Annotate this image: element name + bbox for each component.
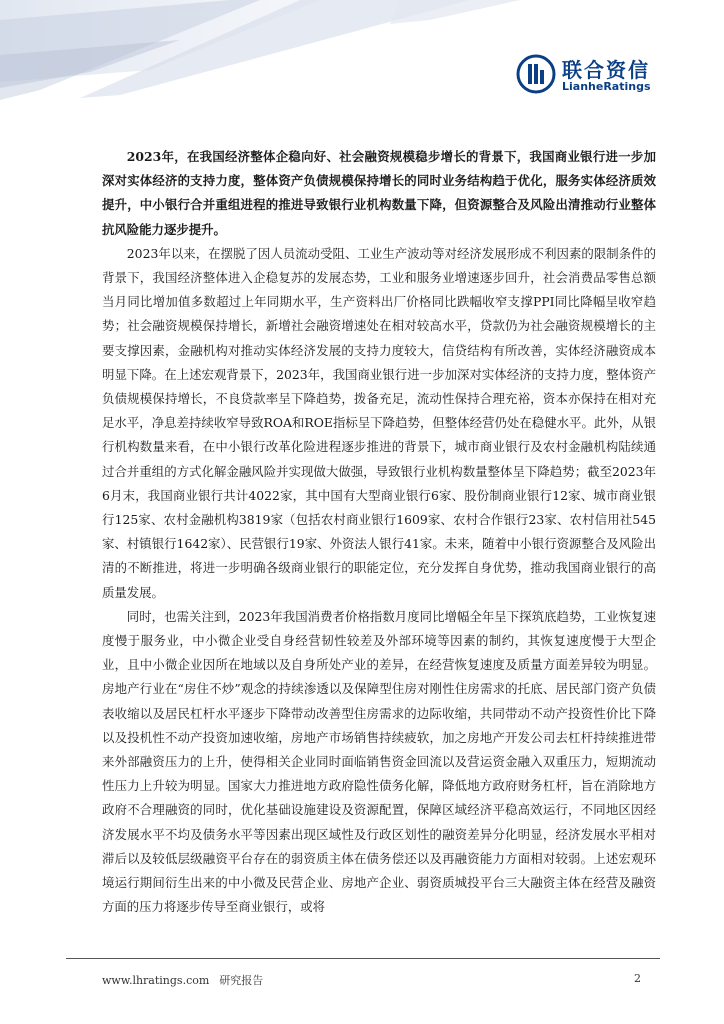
footer-divider [66,958,660,959]
report-body [102,145,656,920]
summary-paragraph: 2023年，在我国经济整体企稳向好、社会融资规模稳步增长的背景下，我国商业银行进一步加深对实体经济的支持力度，整体资产负债规模保持增长的同时业务结构趋于优化，服务实体经济质效提升，中小银行合并重组进程的推进导致银行业机构数量下降，但资源整合及风险出清推动行业整体抗风险能力逐步提升。 [102,149,656,237]
footer-info [102,972,263,988]
body-paragraph: 2023年以来，在摆脱了因人员流动受阻、工业生产波动等对经济发展形成不利因素的限制条件的背景下，我国经济整体进入企稳复苏的发展态势，工业和服务业增速逐步回升，社会消费品零售总额当月同比增加值多数超过上年同期水平，生产资料出厂价格同比跌幅收窄支撑PPI同比降幅呈收窄趋势；社会融资规模保持增长，新增社会融资增速处在相对较高水平，贷款仍为社会融资规模增长的主要支撑因素，金融机构对推动实体经济发展的支持力度较大，信贷结构有所改善，实体经济融资成本明显下降。在上述宏观背景下，2023年，我国商业银行进一步加深对实体经济的支持力度，整体资产负债规模保持增长，不良贷款率呈下降趋势，拨备充足，流动性保持合理充裕，资本亦保持在相对充足水平，净息差持续收窄导致ROA和ROE指标呈下降趋势，但整体经营仍处在稳健水平。此外，从银行机构数量来看，在中小银行改革化险进程逐步推进的背景下，城市商业银行及农村金融机构陆续通过合并重组的方式化解金融风险并实现做大做强，导致银行业机构数量整体呈下降趋势；截至2023年6月末，我国商业银行共计4022家，其中国有大型商业银行6家、股份制商业银行12家、城市商业银行125家、农村金融机构3819家（包括农村商业银行1609家、农村合作银行23家、农村信用社545家、村镇银行1642家）、民营银行19家、外资法人银行41家。未来，随着中小银行资源整合及风险出清的不断推进，将进一步明确各级商业银行的职能定位，充分发挥自身优势，推动我国商业银行的高质量发展。 [102,245,656,600]
footer-website-link[interactable]: www.lhratings.com [102,974,210,987]
footer-doc-type: 研究报告 [219,974,264,987]
lianhe-ratings-logo [516,52,676,102]
logo-english-name: LianheRatings [562,80,651,93]
body-paragraph: 同时，也需关注到，2023年我国消费者价格指数月度同比增幅全年呈下探筑底趋势，工业恢复速度慢于服务业，中小微企业受自身经营韧性较差及外部环境等因素的制约，其恢复速度慢于大型企业，且中小微企业因所在地域以及自身所处产业的差异，在经营恢复速度及质量方面差异较为明显。房地产行业在“房住不炒”观念的持续渗透以及保障型住房对刚性住房需求的托底、居民部门资产负债表收缩以及居民杠杆水平逐步下降带动改善型住房需求的边际收缩，共同带动不动产投资性价比下降以及投机性不动产投资加速收缩，房地产市场销售持续疲软，加之房地产开发公司去杠杆持续推进带来外部融资压力的上升，使得相关企业同时面临销售资金回流以及营运资金融入双重压力，短期流动性压力上升较为明显。国家大力推进地方政府隐性债务化解，降低地方政府财务杠杆，旨在消除地方政府不合理融资的同时，优化基础设施建设及资源配置，保障区域经济平稳高效运行，不同地区因经济发展水平不均及债务水平等因素出现区域性及行政区划性的融资差异分化明显，经济发展水平相对滞后以及较低层级融资平台存在的弱资质主体在债务偿还以及再融资能力方面相对较弱。上述宏观环境运行期间衍生出来的中小微及民营企业、房地产企业、弱资质城投平台三大融资主体在经营及融资方面的压力将逐步传导至商业银行，或将 [102,608,656,915]
logo-chinese-name: 联合资信 [562,58,650,82]
page-number: 2 [634,972,641,985]
lianhe-logo-icon [516,54,556,94]
